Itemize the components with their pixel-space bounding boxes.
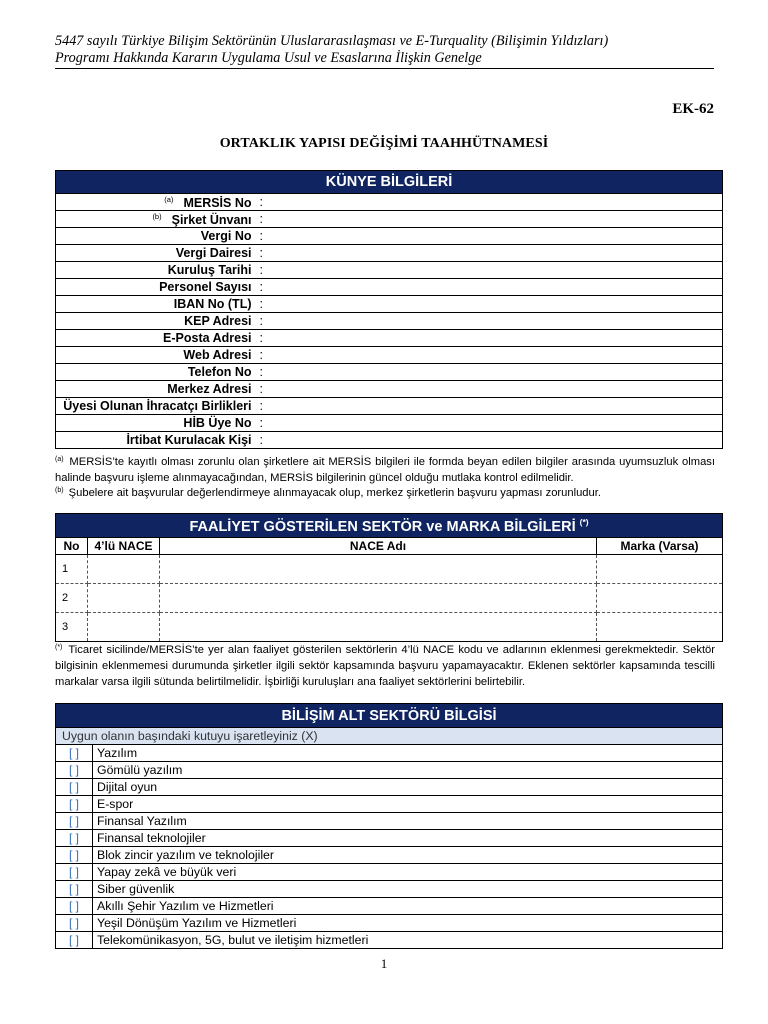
brand-cell[interactable] <box>597 613 723 642</box>
field-value[interactable] <box>256 194 723 211</box>
note-marker: (b) <box>55 487 64 494</box>
header-line-1: 5447 sayılı Türkiye Bilişim Sektörünün Uluslararasılaşması ve E-Turquality (Bilişimin Yıldızları) <box>55 33 609 49</box>
nace-code-cell[interactable] <box>88 584 160 613</box>
subsector-checkbox[interactable]: [ ] <box>56 813 93 830</box>
header-line-2: Programı Hakkında Kararın Uygulama Usul ve Esaslarına İlişkin Genelge <box>55 50 482 66</box>
note-text: Ticaret sicilinde/MERSİS’te yer alan faaliyet gösterilen sektörlerin 4’lü NACE kodu ve adlarının eklenmesi gerekmektedir. Sektör bilgisinin eklenmemesi durumunda şirketler ilgili sektör kapsamında başvuru yapamayacaktır. Eklenen sektörler kapsamında tescilli markalar varsa ilgili sütunda belirtilmelidir. İşbirliği kuruluşları ana faaliyet sektörlerini belirtebilir. <box>55 644 715 688</box>
kunye-table <box>55 170 723 449</box>
field-value[interactable] <box>256 211 723 228</box>
faaliyet-section-title <box>56 514 723 538</box>
kunye-row <box>56 194 723 211</box>
subsector-label: Blok zincir yazılım ve teknolojiler <box>93 847 723 864</box>
field-colon: : <box>259 263 263 277</box>
bilisim-instruction: Uygun olanın başındaki kutuyu işaretleyiniz (X) <box>56 728 723 745</box>
brand-cell[interactable] <box>597 584 723 613</box>
nace-code-cell[interactable] <box>88 613 160 642</box>
field-label-cell <box>56 262 256 279</box>
faaliyet-title-marker: (*) <box>579 516 589 527</box>
kunye-note-b <box>55 483 715 501</box>
nace-name-cell[interactable] <box>160 555 597 584</box>
field-colon: : <box>259 195 263 209</box>
subsector-label: Telekomünikasyon, 5G, bulut ve iletişim hizmetleri <box>93 932 723 949</box>
field-label-cell <box>56 381 256 398</box>
column-header-brand: Marka (Varsa) <box>597 538 723 555</box>
subsector-row <box>56 796 723 813</box>
subsector-label: Yeşil Dönüşüm Yazılım ve Hizmetleri <box>93 915 723 932</box>
field-label-cell <box>56 194 256 211</box>
subsector-checkbox[interactable]: [ ] <box>56 864 93 881</box>
field-label-cell <box>56 228 256 245</box>
subsector-checkbox[interactable]: [ ] <box>56 898 93 915</box>
field-value[interactable] <box>256 262 723 279</box>
field-value[interactable] <box>256 330 723 347</box>
kunye-row <box>56 262 723 279</box>
kunye-row <box>56 398 723 415</box>
field-label: Vergi No <box>200 229 252 243</box>
field-colon: : <box>259 399 263 413</box>
field-colon: : <box>259 331 263 345</box>
subsector-checkbox[interactable]: [ ] <box>56 881 93 898</box>
bilisim-section-title: BİLİŞİM ALT SEKTÖRÜ BİLGİSİ <box>56 704 723 728</box>
field-value[interactable] <box>256 381 723 398</box>
field-label-cell <box>56 330 256 347</box>
subsector-label: Gömülü yazılım <box>93 762 723 779</box>
subsector-checkbox[interactable]: [ ] <box>56 847 93 864</box>
field-colon: : <box>259 348 263 362</box>
field-colon: : <box>259 280 263 294</box>
field-value[interactable] <box>256 347 723 364</box>
field-label: IBAN No (TL) <box>173 297 252 311</box>
field-colon: : <box>259 229 263 243</box>
field-label: Şirket Ünvanı <box>171 212 252 227</box>
field-label: HİB Üye No <box>183 416 252 430</box>
field-marker: (a) <box>164 194 174 204</box>
row-number: 1 <box>56 555 88 584</box>
row-number: 3 <box>56 613 88 642</box>
subsector-row <box>56 779 723 796</box>
subsector-label: Yapay zekâ ve büyük veri <box>93 864 723 881</box>
field-colon: : <box>259 246 263 260</box>
sector-row <box>56 613 723 642</box>
kunye-note-a <box>55 452 715 486</box>
field-label: Web Adresi <box>183 348 252 362</box>
field-label-cell <box>56 432 256 449</box>
subsector-label: Finansal Yazılım <box>93 813 723 830</box>
note-marker: (a) <box>55 456 64 463</box>
subsector-checkbox[interactable]: [ ] <box>56 762 93 779</box>
field-label: Kuruluş Tarihi <box>167 263 252 277</box>
subsector-checkbox[interactable]: [ ] <box>56 745 93 762</box>
field-colon: : <box>259 314 263 328</box>
field-label-cell <box>56 313 256 330</box>
field-label-cell <box>56 245 256 262</box>
subsector-checkbox[interactable]: [ ] <box>56 779 93 796</box>
faaliyet-note <box>55 640 715 690</box>
subsector-label: Siber güvenlik <box>93 881 723 898</box>
sector-row <box>56 555 723 584</box>
faaliyet-table <box>55 513 723 642</box>
field-label: Merkez Adresi <box>167 382 252 396</box>
kunye-row <box>56 228 723 245</box>
field-value[interactable] <box>256 313 723 330</box>
kunye-row <box>56 296 723 313</box>
field-value[interactable] <box>256 398 723 415</box>
subsector-checkbox[interactable]: [ ] <box>56 932 93 949</box>
field-colon: : <box>259 416 263 430</box>
field-label-cell <box>56 347 256 364</box>
field-label-cell <box>56 415 256 432</box>
field-label-cell <box>56 364 256 381</box>
field-label-cell <box>56 296 256 313</box>
field-label: E-Posta Adresi <box>163 331 252 345</box>
column-header-nace: 4’lü NACE <box>88 538 160 555</box>
subsector-row <box>56 762 723 779</box>
annex-code: EK-62 <box>672 101 714 117</box>
field-marker: (b) <box>152 211 162 221</box>
field-colon: : <box>259 212 263 226</box>
subsector-row <box>56 745 723 762</box>
subsector-row <box>56 932 723 949</box>
page-number: 1 <box>380 956 388 971</box>
subsector-label: E-spor <box>93 796 723 813</box>
subsector-checkbox[interactable]: [ ] <box>56 830 93 847</box>
kunye-row <box>56 313 723 330</box>
subsector-label: Yazılım <box>93 745 723 762</box>
column-header-nace-name: NACE Adı <box>160 538 597 555</box>
nace-code-cell[interactable] <box>88 555 160 584</box>
kunye-section-title: KÜNYE BİLGİLERİ <box>56 171 723 194</box>
kunye-row <box>56 364 723 381</box>
field-value[interactable] <box>256 296 723 313</box>
faaliyet-title-text: FAALİYET GÖSTERİLEN SEKTÖR ve MARKA BİLGİLERİ <box>189 518 576 535</box>
note-text: MERSİS’te kayıtlı olması zorunlu olan şirketlere ait MERSİS bilgileri ile formda beyan edilen bilgiler arasında uyumsuzluk olması halinde başvuru işleme alınmayacağından, MERSİS bilgilerinin güncel olduğu mutlaka kontrol edilmelidir. <box>55 456 715 484</box>
field-label-cell <box>56 398 256 415</box>
row-number: 2 <box>56 584 88 613</box>
kunye-row <box>56 211 723 228</box>
subsector-checkbox[interactable]: [ ] <box>56 915 93 932</box>
subsector-label: Dijital oyun <box>93 779 723 796</box>
subsector-row <box>56 830 723 847</box>
subsector-label: Akıllı Şehir Yazılım ve Hizmetleri <box>93 898 723 915</box>
column-header-no: No <box>56 538 88 555</box>
kunye-row <box>56 415 723 432</box>
kunye-row <box>56 381 723 398</box>
field-value[interactable] <box>256 279 723 296</box>
field-label: Vergi Dairesi <box>175 246 252 260</box>
bilisim-table <box>55 703 723 949</box>
kunye-row <box>56 432 723 449</box>
kunye-row <box>56 279 723 296</box>
field-label: KEP Adresi <box>184 314 252 328</box>
field-value[interactable] <box>256 364 723 381</box>
kunye-row <box>56 347 723 364</box>
subsector-row <box>56 915 723 932</box>
subsector-label: Finansal teknolojiler <box>93 830 723 847</box>
field-value[interactable] <box>256 245 723 262</box>
note-text: Şubelere ait başvurular değerlendirmeye alınmayacak olup, merkez şirketlerin başvuru yapması zorunludur. <box>68 487 601 499</box>
subsector-row <box>56 813 723 830</box>
kunye-row <box>56 245 723 262</box>
nace-name-cell[interactable] <box>160 613 597 642</box>
field-colon: : <box>259 382 263 396</box>
subsector-row <box>56 881 723 898</box>
field-value[interactable] <box>256 432 723 449</box>
field-label-cell <box>56 279 256 296</box>
field-label: MERSİS No <box>183 195 252 210</box>
field-label: Telefon No <box>187 365 252 379</box>
field-label: Personel Sayısı <box>159 280 252 294</box>
note-marker: (*) <box>55 644 63 651</box>
field-label-cell <box>56 211 256 228</box>
field-label: Üyesi Olunan İhracatçı Birlikleri <box>63 399 252 413</box>
field-label: İrtibat Kurulacak Kişi <box>126 433 252 447</box>
sector-row <box>56 584 723 613</box>
kunye-row <box>56 330 723 347</box>
field-colon: : <box>259 433 263 447</box>
field-colon: : <box>259 365 263 379</box>
field-colon: : <box>259 297 263 311</box>
subsector-checkbox[interactable]: [ ] <box>56 796 93 813</box>
nace-name-cell[interactable] <box>160 584 597 613</box>
field-value[interactable] <box>256 415 723 432</box>
page-header <box>55 33 714 69</box>
subsector-row <box>56 847 723 864</box>
document-title: ORTAKLIK YAPISI DEĞİŞİMİ TAAHHÜTNAMESİ <box>219 136 549 151</box>
subsector-row <box>56 898 723 915</box>
brand-cell[interactable] <box>597 555 723 584</box>
field-value[interactable] <box>256 228 723 245</box>
subsector-row <box>56 864 723 881</box>
